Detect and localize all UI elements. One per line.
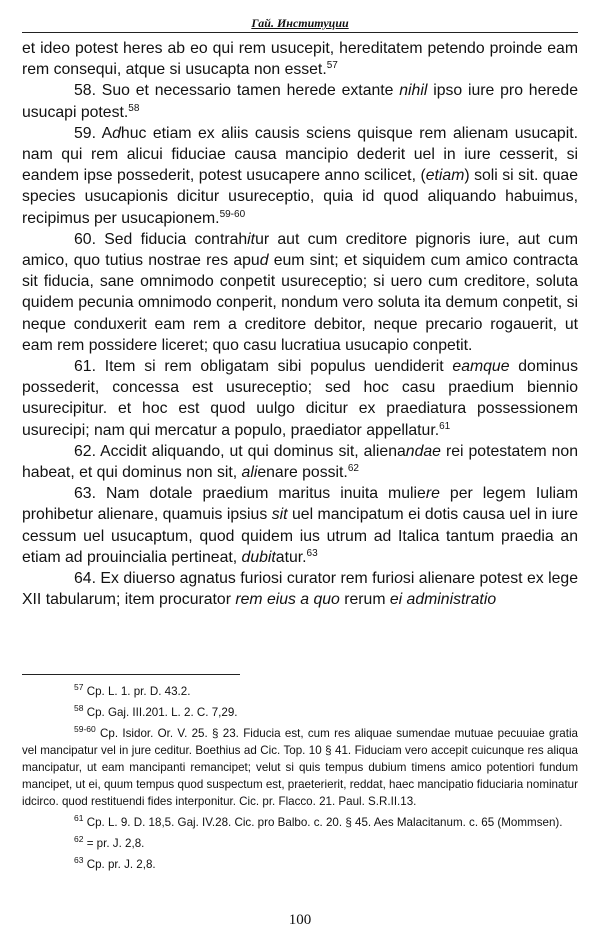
footnote-text: Cp. Isidor. Or. V. 25. § 23. Fiducia est, cum res aliquae sumendae mutuae pecuuiae gratia vel mancipatur vel in jure ceditur. Boethius ad Cic. Top. 10 § 41. Fiduciam vero accepit cuicunque res aliqua mancipatur, ut eam mancipanti remancipet; velut si quis tempus dubium timens amico potentiori fundum mancipet, ut ei, quum tempus quod suspectum est, praeterierit, reddat, haec mancipatio fiduciaria nominatur idcirco. quod restituendi fides interponitur. Cic. pr. Flacco. 21. Paul. S.R.II.13.	[22, 727, 578, 808]
footnote-mark: 59-60	[74, 724, 96, 734]
text-run: atur.	[275, 548, 307, 566]
main-text	[22, 38, 578, 610]
italic-text: ali	[241, 464, 258, 482]
footnote-reference: 57	[326, 60, 338, 72]
paragraph	[22, 229, 578, 356]
text-run: eum sint; et siquidem cum amico contracta sit fiducia, sane omnimodo conpetit usureceptio; si uero cum creditore, soluta quidem pecunia omnimodo conperit, nondum vero soluta ita demum conpetit, si neque conduxerit eam rem a creditore debitor, neque precario rogauerit, ut eam rem possidere liceret; quo casu lucratiua usucapio conpetit.	[22, 252, 579, 354]
text-run: 59. A	[74, 124, 113, 142]
text-run: dominus possederit, concessa est usureceptio; sed hoc casu praedium biennio usurecipitur. et hoc est quod uulgo dicitur ex praediatura possessionem usurecipi; nam qui mercatur a populo, praediator appellatur.	[22, 358, 578, 439]
paragraph	[22, 123, 578, 229]
footnote-reference: 58	[128, 102, 140, 114]
footnote-text: Cp. L. 9. D. 18,5. Gaj. IV.28. Cic. pro Balbo. c. 20. § 45. Aes Malacitanum. c. 65 (Mommsen).	[83, 816, 563, 829]
paragraph	[22, 568, 578, 610]
italic-text: nihil	[399, 82, 428, 100]
italic-text: sit	[271, 506, 288, 524]
paragraph	[22, 483, 578, 568]
footnote-reference: 62	[347, 463, 359, 475]
footnote	[22, 856, 578, 873]
text-run: 63. Nam dotale praedium maritus inuita mulie	[74, 485, 426, 503]
text-run: ur aut cum creditore pignoris iure, aut cum amico, quo tutius nostrae res apu	[22, 230, 578, 270]
italic-text: etiam	[425, 167, 465, 185]
text-run: 64. Ex diuerso agnatus furiosi curator rem furi	[74, 570, 395, 588]
text-run: enare possit.	[257, 464, 348, 482]
footnote-text: Cp. L. 1. pr. D. 43.2.	[83, 685, 191, 698]
paragraph	[22, 38, 578, 80]
footnote-mark: 57	[74, 682, 84, 692]
running-header	[22, 2, 578, 33]
text-run: huc etiam ex aliis causis sciens quisque rem alienam usucapit. nam qui rem alicui fiduciae causa mancipio dederit uel in iure cesserit, si eandem ipse possederit, potest usucapere anno scilicet, (	[22, 124, 578, 185]
running-header-title: Гай. Институции	[251, 16, 349, 30]
italic-text: re	[425, 485, 440, 503]
italic-text: d	[259, 252, 269, 270]
footnote	[22, 683, 578, 700]
paragraph	[22, 80, 578, 122]
footnote	[22, 814, 578, 831]
text-run: 60. Sed fiducia contrah	[74, 230, 248, 248]
italic-text: dubit	[241, 548, 276, 566]
paragraph	[22, 356, 578, 441]
italic-text: ei administratio	[389, 591, 497, 609]
text-run: rerum	[339, 591, 390, 609]
italic-text: rem eius a quo	[235, 591, 340, 609]
footnote	[22, 704, 578, 721]
text-run: per legem Iuliam prohibetur alienare, quamuis ipsius	[22, 485, 578, 524]
footnote-reference: 61	[439, 420, 451, 432]
footnote	[22, 835, 578, 852]
text-run: uel mancipatum ei dotis causa uel in iure cessum uel usucaptum, quod quidem ius utrum ad Italica tantum praedia an etiam ad prouincialia pertineat,	[22, 506, 578, 566]
text-run: 58. Suo et necessario tamen herede extante	[74, 82, 400, 100]
footnote-mark: 61	[74, 813, 84, 823]
footnote-text: = pr. J. 2,8.	[83, 837, 145, 850]
paragraph	[22, 441, 578, 483]
italic-text: d	[112, 124, 121, 142]
text-run: si alienare potest ex lege XII tabularum; item procurator	[22, 570, 578, 609]
text-run: ipso iure pro herede usucapi potest.	[22, 82, 578, 121]
text-run: rei potestatem non habeat, et qui dominus non sit,	[22, 442, 578, 482]
italic-text: eamque	[452, 358, 510, 376]
footnote	[22, 725, 578, 810]
footnote-mark: 63	[74, 855, 84, 865]
footnote-text: Cp. pr. J. 2,8.	[83, 858, 156, 871]
footnote-mark: 62	[74, 834, 84, 844]
text-run: ) soli si sit. quae species usucapionis dicitur usureceptio, quia id quod aliquando habuimus, recipimus per usucapionem.	[22, 167, 578, 227]
text-run: et ideo potest heres ab eo qui rem usucepit, hereditatem petendo proinde eam rem consequi, atque si usucapta non esset.	[22, 40, 578, 79]
footnote-reference: 63	[306, 547, 318, 559]
text-run: 62. Accidit aliquando, ut qui dominus sit, aliena	[74, 442, 406, 460]
footnote-text: Cp. Gaj. III.201. L. 2. C. 7,29.	[83, 706, 238, 719]
italic-text: it	[247, 230, 256, 248]
page-number: 100	[288, 912, 312, 928]
italic-text: ndae	[405, 442, 441, 460]
footnotes	[22, 683, 578, 873]
text-run: 61. Item si rem obligatam sibi populus uendiderit	[74, 358, 453, 376]
footnote-mark: 58	[74, 703, 84, 713]
footnote-reference: 59-60	[219, 208, 246, 220]
italic-text: o	[394, 570, 403, 588]
footnote-separator	[22, 674, 240, 675]
